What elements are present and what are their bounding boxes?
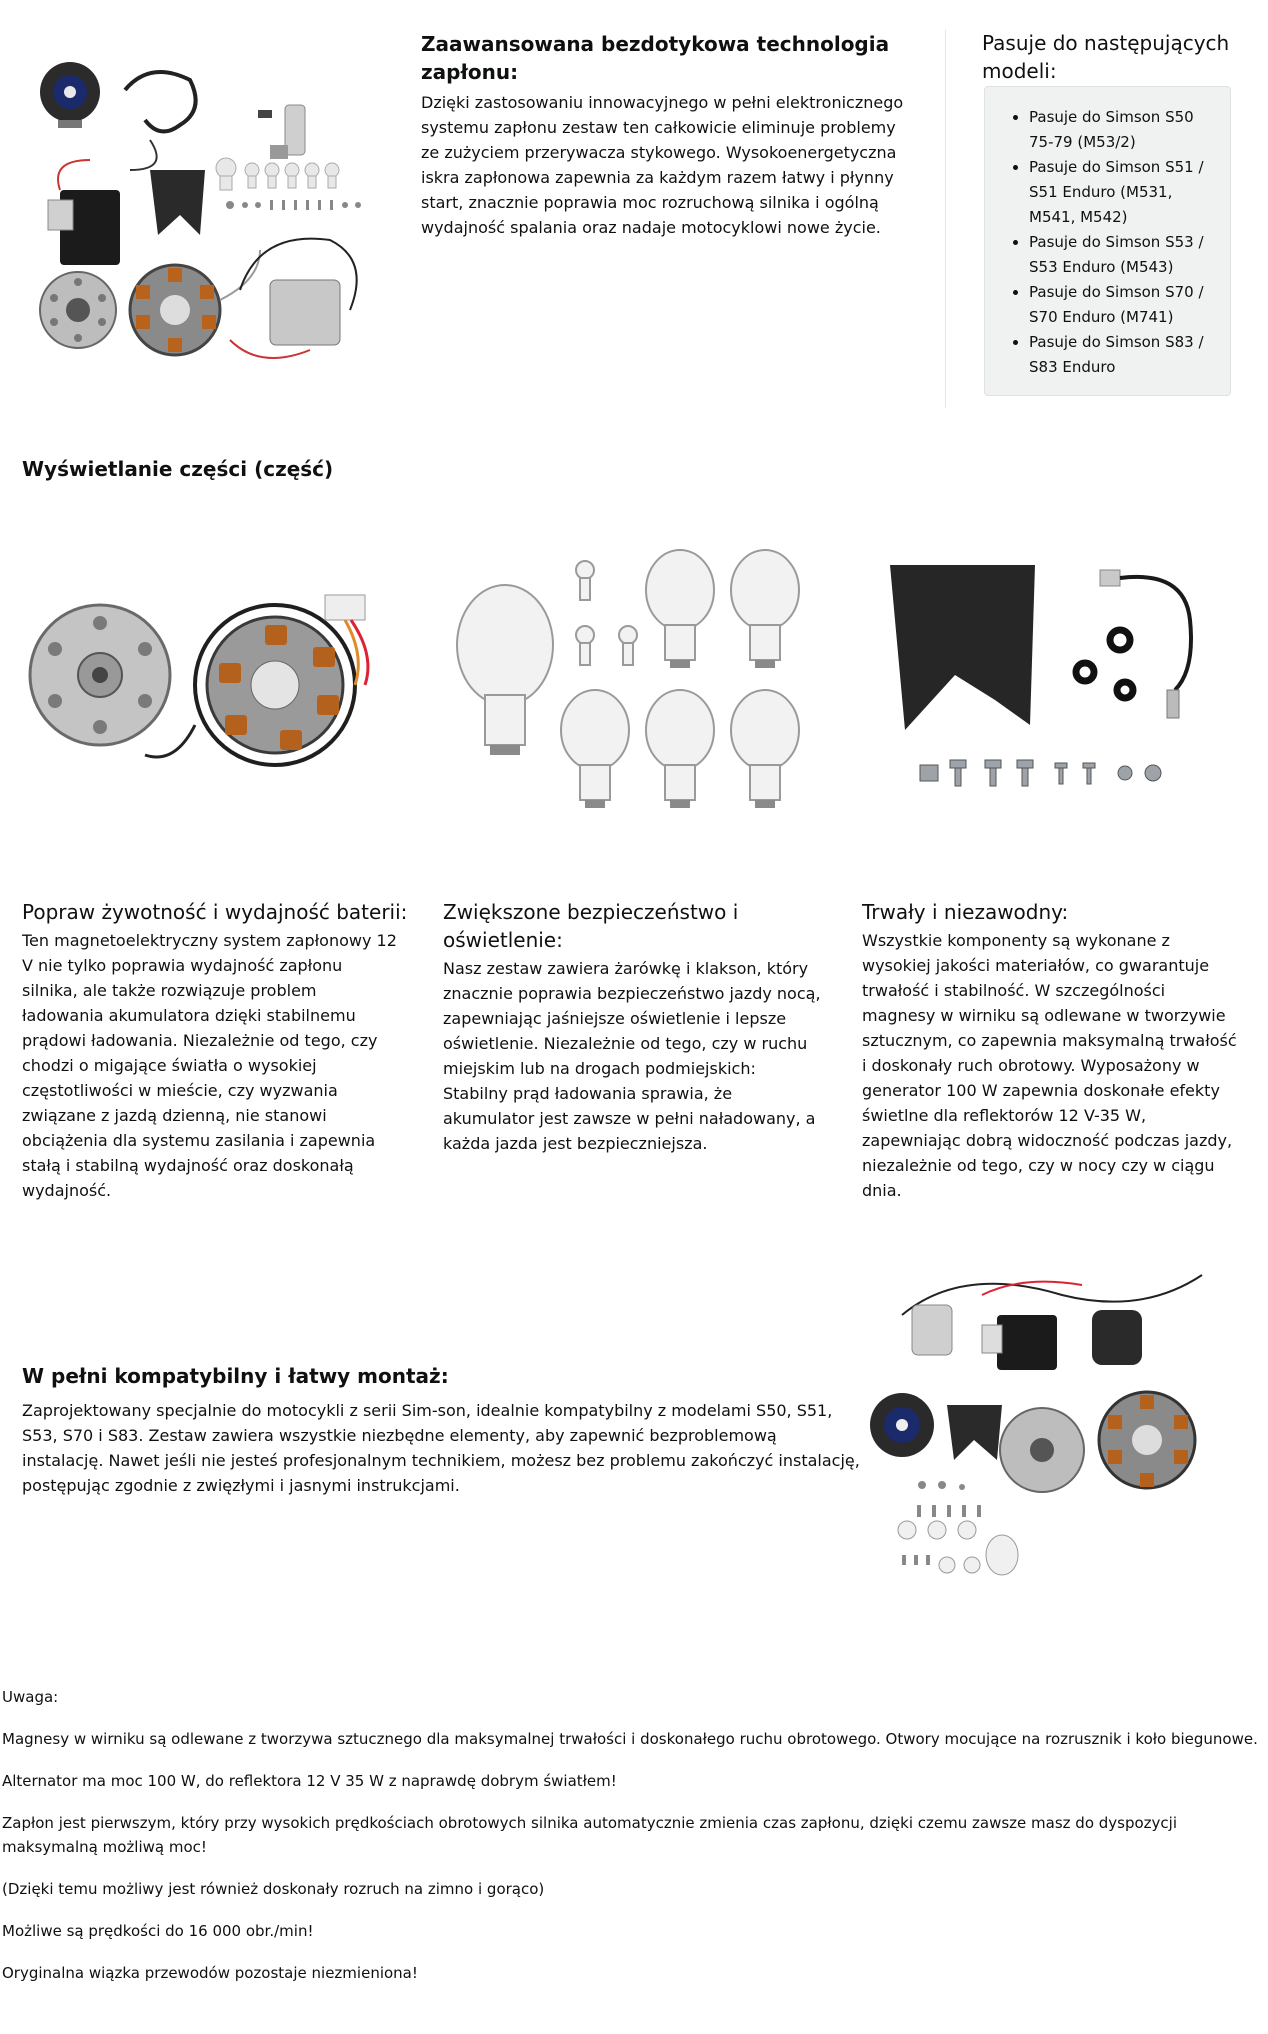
note-line: Magnesy w wirniku są odlewane z tworzywa sztucznego dla maksymalnej trwałości i doskonałego ruchu obrotowego. Otwory mocujące na rozrusznik i koło biegunowe. bbox=[2, 1730, 1258, 1748]
feature-text-battery: Ten magnetoelektryczny system zapłonowy 12 V nie tylko poprawia wydajność zapłonu silnika, ale także rozwiązuje problem ładowania akumulatora dzięki stabilnemu prądowi ładowania. Niezależnie od tego, czy chodzi o migające światła o wysokiej częstotliwości w mieście, czy wyzwania związane z jazdą dzienną, nie stanowi obciążenia dla systemu zasilania i zapewnia stałą i stabilną wydajność oraz doskonałą wydajność. bbox=[22, 931, 397, 1200]
bulbs-image bbox=[450, 540, 810, 830]
models-title: Pasuje do następujących modeli: bbox=[982, 31, 1230, 83]
kit-image-top bbox=[30, 50, 390, 380]
note-line: Zapłon jest pierwszym, który przy wysokich prędkościach obrotowych silnika automatycznie zmienia czas zapłonu, dzięki czemu zawsze masz do dyspozycji maksymalną możliwą moc! bbox=[2, 1814, 1178, 1856]
note-label: Uwaga: bbox=[2, 1688, 59, 1706]
feature-title-durable: Trwały i niezawodny: bbox=[862, 900, 1069, 924]
section-divider bbox=[945, 30, 946, 408]
note-line: Alternator ma moc 100 W, do reflektora 12 V 35 W z naprawdę dobrym światłem! bbox=[2, 1772, 617, 1790]
hero-text: Dzięki zastosowaniu innowacyjnego w pełni elektronicznego systemu zapłonu zestaw ten całkowicie eliminuje problemy ze zużyciem przerywacza stykowego. Wysokoenergetyczna iskra zapłonowa zapewnia za każdym razem łatwy i płynny start, znacznie poprawia moc rozruchową silnika i ogólną wydajność spalania oraz nadaje motocyklowi nowe życie. bbox=[421, 93, 904, 237]
model-item: • Pasuje do Simson S83 / S83 Enduro bbox=[1029, 330, 1220, 380]
compat-text: Zaprojektowany specjalnie do motocykli z serii Sim-son, idealnie kompatybilny z modelami S50, S51, S53, S70 i S83. Zestaw zawiera wszystkie niezbędne elementy, aby zapewnić bezproblemową instalację. Nawet jeśli nie jesteś profesjonalnym technikiem, możesz bez problemu zakończyć instalację, postępując zgodnie z zwięzłymi i jasnymi instrukcjami. bbox=[22, 1401, 860, 1495]
feature-title-safety: Zwiększone bezpieczeństwo i oświetlenie: bbox=[443, 900, 739, 952]
model-item: • Pasuje do Simson S50 75-79 (M53/2) bbox=[1029, 105, 1220, 155]
bracket-cable-image bbox=[885, 560, 1215, 810]
feature-title-battery: Popraw żywotność i wydajność baterii: bbox=[22, 900, 408, 924]
parts-heading: Wyświetlanie części (część) bbox=[22, 457, 334, 481]
model-item: • Pasuje do Simson S51 / S51 Enduro (M531, M541, M542) bbox=[1029, 155, 1220, 230]
model-item: • Pasuje do Simson S70 / S70 Enduro (M741) bbox=[1029, 280, 1220, 330]
models-box bbox=[984, 86, 1231, 396]
model-item: • Pasuje do Simson S53 / S53 Enduro (M543) bbox=[1029, 230, 1220, 280]
feature-text-durable: Wszystkie komponenty są wykonane z wysokiej jakości materiałów, co gwarantuje trwałość i stabilność. W szczególności magnesy w wirniku są odlewane w tworzywie sztucznym, co zapewnia maksymalną trwałość i doskonały ruch obrotowy. Wyposażony w generator 100 W zapewnia doskonałe efekty świetlne dla reflektorów 12 V-35 W, zapewniając dobrą widoczność podczas jazdy, niezależnie od tego, czy w nocy czy w ciągu dnia. bbox=[862, 931, 1237, 1200]
kit-image-bottom bbox=[862, 1255, 1232, 1625]
flywheel-stator-image bbox=[25, 585, 395, 785]
hero-title: Zaawansowana bezdotykowa technologia zapłonu: bbox=[421, 32, 890, 84]
note-line: Oryginalna wiązka przewodów pozostaje niezmieniona! bbox=[2, 1964, 418, 1982]
models-list bbox=[985, 87, 1230, 380]
note-line: (Dzięki temu możliwy jest również doskonały rozruch na zimno i gorąco) bbox=[2, 1880, 545, 1898]
feature-text-safety: Nasz zestaw zawiera żarówkę i klakson, który znacznie poprawia bezpieczeństwo jazdy nocą, zapewniając jaśniejsze oświetlenie i lepsze oświetlenie. Niezależnie od tego, czy w ruchu miejskim lub na drogach podmiejskich: Stabilny prąd ładowania sprawia, że akumulator jest zawsze w pełni naładowany, a każda jazda jest bezpieczniejsza. bbox=[443, 959, 821, 1153]
compat-title: W pełni kompatybilny i łatwy montaż: bbox=[22, 1364, 449, 1388]
note-section bbox=[2, 1685, 1262, 1985]
note-line: Możliwe są prędkości do 16 000 obr./min! bbox=[2, 1922, 314, 1940]
